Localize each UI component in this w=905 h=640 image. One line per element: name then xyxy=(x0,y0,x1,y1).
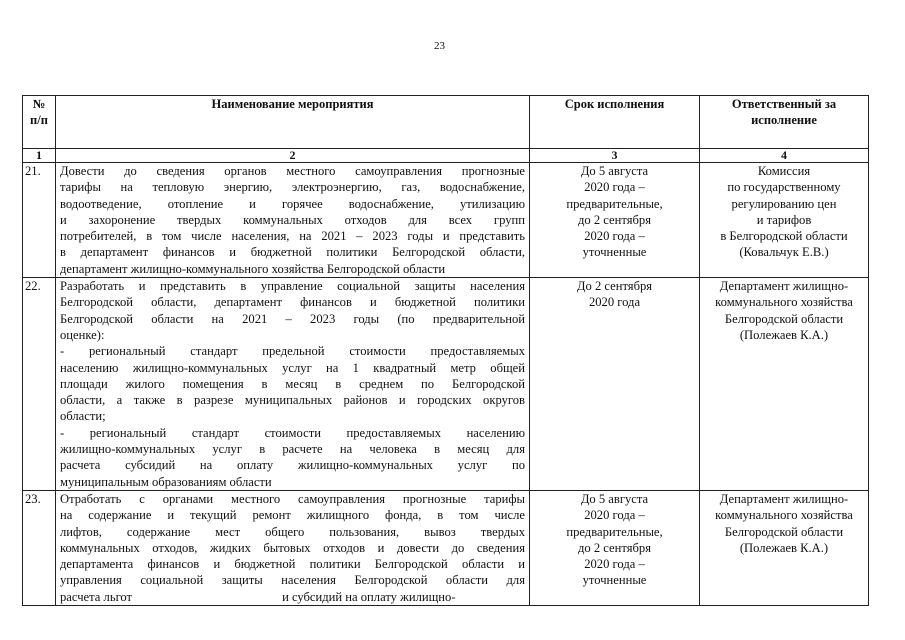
term-line: предварительные, xyxy=(566,524,663,539)
table-row xyxy=(23,490,869,605)
term-line: до 2 сентября xyxy=(578,212,651,227)
responsible-cell xyxy=(700,278,869,491)
responsible-line: регулированию цен xyxy=(731,196,837,211)
term-line: До 2 сентября xyxy=(576,279,653,294)
term-line: 2020 года – xyxy=(584,180,645,195)
term-line: уточненные xyxy=(582,245,647,260)
column-number: 4 xyxy=(700,149,869,163)
row-number: 23. xyxy=(23,490,56,605)
responsible-line: Департамент жилищно- xyxy=(719,491,849,506)
term-cell xyxy=(530,278,700,491)
responsible-line: в Белгородской области xyxy=(720,229,848,244)
text-line: Довести до сведения органов местного самоуправления прогнозные xyxy=(60,164,525,178)
term-line: До 5 августа xyxy=(580,491,649,506)
text-line: муниципальным образованиям области xyxy=(60,474,272,489)
text-line: департамента финансов и бюджетной политики Белгородской области и xyxy=(60,557,525,572)
page-number: 23 xyxy=(434,40,445,52)
text-line: коммунальных отходов, жидких бытовых отходов и довести до сведения xyxy=(60,540,525,555)
responsible-line: коммунального хозяйства xyxy=(715,295,853,310)
text-line: - региональный стандарт стоимости предоставляемых населению xyxy=(60,425,525,440)
text-line: департамент жилищно-коммунального хозяйства Белгородской области xyxy=(60,261,446,276)
text-line: Белгородской области на 2021 – 2023 годы (по предварительной xyxy=(60,311,525,326)
column-number: 2 xyxy=(56,149,530,163)
responsible-line: коммунального хозяйства xyxy=(715,508,853,523)
text-line: жилищно-коммунальных услуг в расчете на человека в месяц для xyxy=(60,442,525,457)
header-name: Наименование мероприятия xyxy=(56,96,530,149)
term-line: до 2 сентября xyxy=(578,540,651,555)
responsible-line: (Полежаев К.А.) xyxy=(739,540,829,555)
text-fragment: расчета льгот xyxy=(60,589,133,604)
column-number: 3 xyxy=(530,149,700,163)
responsible-line: и тарифов xyxy=(756,212,812,227)
table-row xyxy=(23,163,869,278)
responsible-line: Департамент жилищно- xyxy=(719,279,849,294)
term-cell xyxy=(530,163,700,278)
table-header-row xyxy=(23,96,869,149)
term-line: предварительные, xyxy=(566,196,663,211)
responsible-line: по государственному xyxy=(727,180,841,195)
text-line: Отработать с органами местного самоуправления прогнозные тарифы xyxy=(60,491,525,506)
text-line: лифтов, содержание мест общего пользования, вывоз твердых xyxy=(60,524,525,539)
row-number: 22. xyxy=(23,278,56,491)
text-line: расчета субсидий на оплату жилищно-коммунальных услуг по xyxy=(60,458,525,473)
header-term: Срок исполнения xyxy=(530,96,700,149)
header-num: № п/п xyxy=(23,96,56,149)
responsible-line: (Полежаев К.А.) xyxy=(739,327,829,342)
term-line: 2020 года – xyxy=(584,508,645,523)
text-line: населению жилищно-коммунальных услуг на 1 квадратный метр общей xyxy=(60,360,525,375)
text-fragment: и субсидий на оплату жилищно- xyxy=(282,589,456,604)
text-line: в департамент финансов и бюджетной политики Белгородской области, xyxy=(60,245,525,260)
column-numbers-row xyxy=(23,149,869,163)
text-line-cut xyxy=(60,589,525,605)
text-line: области, а также в разрезе муниципальных районов и городских округов xyxy=(60,393,525,408)
text-line: площади жилого помещения в месяц в среднем по Белгородской xyxy=(60,376,525,391)
text-line: водоотведение, отопление и горячее водоснабжение, утилизацию xyxy=(60,196,525,211)
responsible-cell xyxy=(700,490,869,605)
term-cell xyxy=(530,490,700,605)
responsible-line: (Ковальчук Е.В.) xyxy=(739,245,829,260)
measure-text xyxy=(56,490,530,605)
responsible-cell xyxy=(700,163,869,278)
row-number: 21. xyxy=(23,163,56,278)
column-number: 1 xyxy=(23,149,56,163)
table-row xyxy=(23,278,869,491)
term-line: уточненные xyxy=(582,573,647,588)
text-line: на содержание и текущий ремонт жилищного фонда, в том числе xyxy=(60,508,525,523)
responsible-line: Комиссия xyxy=(757,164,811,178)
measure-text xyxy=(56,163,530,278)
term-line: 2020 года xyxy=(588,295,641,310)
responsible-line: Белгородской области xyxy=(724,311,844,326)
header-responsible: Ответственный за исполнение xyxy=(700,96,869,149)
term-line: До 5 августа xyxy=(580,164,649,178)
text-line: Белгородской области, департамент финансов и бюджетной политики xyxy=(60,295,525,310)
measures-table xyxy=(22,95,869,606)
text-line: оценке): xyxy=(60,327,105,342)
measure-text xyxy=(56,278,530,491)
text-line: тарифы на тепловую энергию, электроэнергию, газ, водоснабжение, xyxy=(60,180,525,195)
text-line: и захоронение твердых коммунальных отходов для всех групп xyxy=(60,212,525,227)
text-line: управления социальной защиты населения Белгородской области для xyxy=(60,573,525,588)
text-line: Разработать и представить в управление социальной защиты населения xyxy=(60,279,525,294)
text-line: потребителей, в том числе населения, на 2021 – 2023 годы и представить xyxy=(60,229,525,244)
text-line: - региональный стандарт предельной стоимости предоставляемых xyxy=(60,344,525,359)
term-line: 2020 года – xyxy=(584,229,645,244)
text-line: области; xyxy=(60,409,106,424)
responsible-line: Белгородской области xyxy=(724,524,844,539)
term-line: 2020 года – xyxy=(584,557,645,572)
